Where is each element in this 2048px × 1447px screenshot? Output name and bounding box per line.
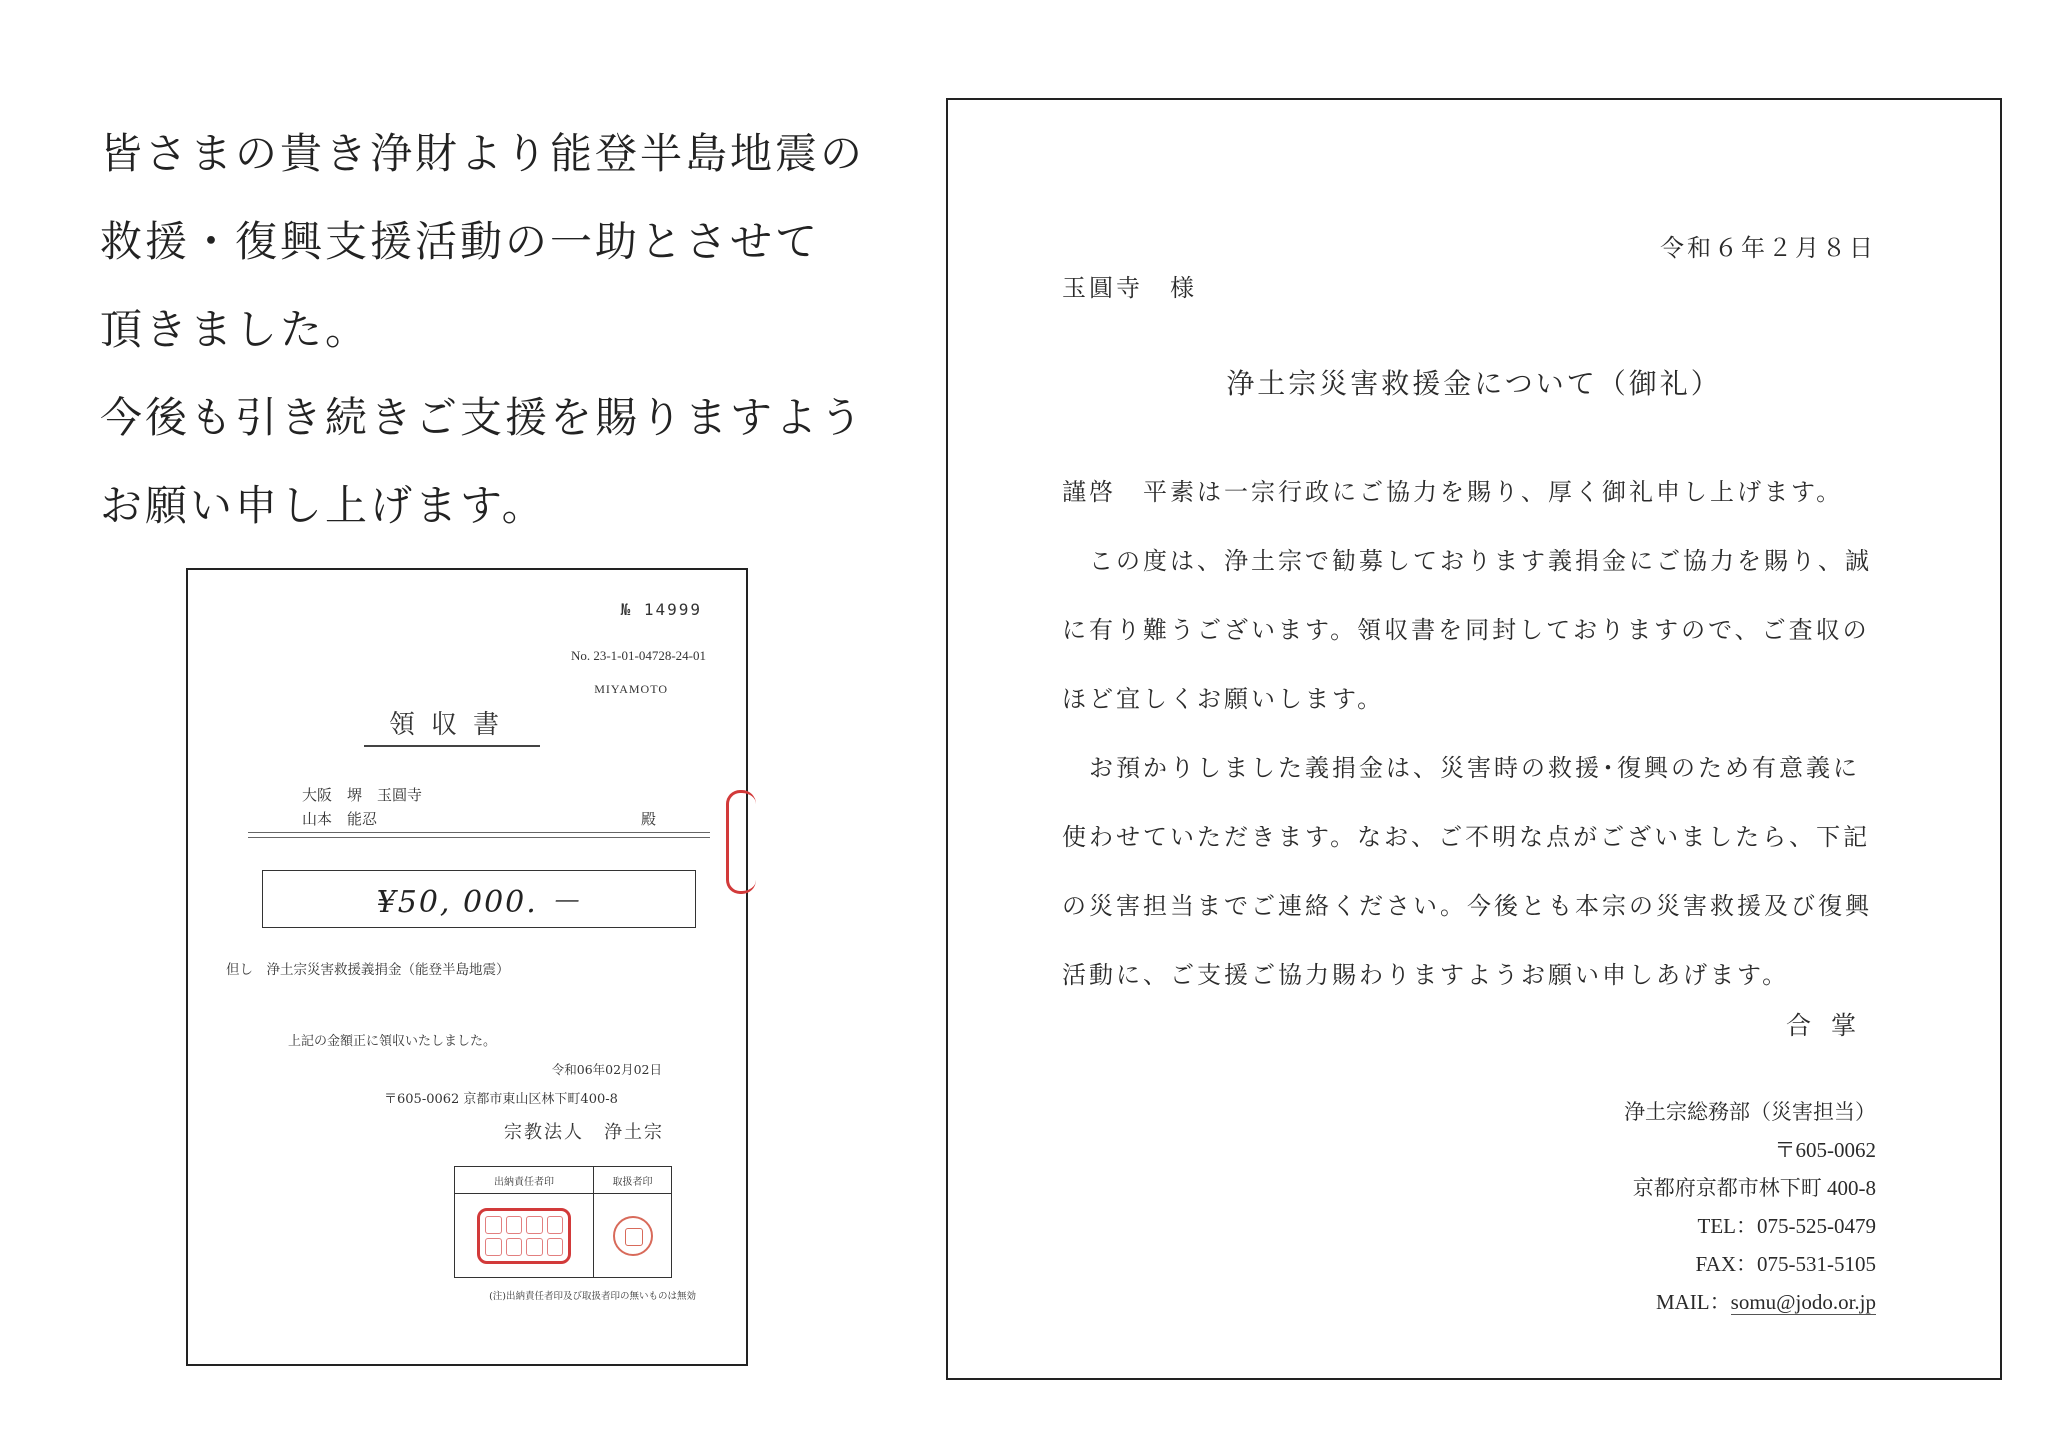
receipt-note: (注)出納責任者印及び取扱者印の無いものは無効 [489,1291,696,1302]
letter-subject: 浄土宗災害救援金について（御礼） [1226,367,1722,400]
seal-header: 取扱者印 [594,1167,671,1194]
divider [248,837,710,838]
seal-header: 出納責任者印 [455,1167,593,1194]
sender-tel: TEL：075-525-0479 [1697,1214,1876,1238]
receipt-amount: ¥50, 000. － [376,885,582,920]
receipt-number: № 14999 [620,600,702,619]
sender-address: 京都府京都市林下町 400-8 [1632,1176,1876,1200]
body-line: 使わせていただきます。なお、ご不明な点がございましたら、下記 [1062,823,1871,851]
receipt-issuer: 宗教法人 浄土宗 [504,1122,664,1143]
receipt-address: 大阪 堺 玉圓寺 [302,786,423,804]
body-line: この度は、浄土宗で勧募しております義捐金にご協力を賜り、誠 [1062,547,1872,575]
handler-seal-icon [613,1216,653,1256]
letter-document [946,98,2002,1380]
message-line: 皆さまの貴き浄財より能登半島地震の [100,129,866,178]
body-line: 謹啓 平素は一宗行政にご協力を賜り、厚く御礼申し上げます。 [1062,478,1844,506]
receipt-confirmation: 上記の金額正に領収いたしました。 [288,1034,497,1049]
body-line: に有り難うございます。領収書を同封しておりますので、ご査収の [1062,616,1870,644]
email-link[interactable]: somu@jodo.or.jp [1730,1290,1876,1314]
seal-table [454,1166,672,1278]
letter-recipient: 玉圓寺 様 [1062,274,1197,302]
treasurer-seal-icon [477,1208,571,1264]
sender-fax: FAX：075-531-5105 [1695,1252,1876,1276]
letter-closing: 合掌 [1785,1011,1876,1040]
mail-label: MAIL： [1655,1290,1731,1314]
receipt-title: 領収書 [364,704,540,747]
receipt-name: 山本 能忍 [302,810,378,828]
message-line: 頂きました。 [100,305,371,354]
receipt-document [186,568,748,1366]
receipt-honorific: 殿 [640,810,656,828]
receipt-reference: No. 23-1-01-04728-24-01 [570,648,706,663]
body-line: 活動に、ご支援ご協力賜わりますようお願い申しあげます。 [1062,961,1790,989]
body-line: お預かりしました義捐金は、災害時の救援･復興のため有意義に [1062,754,1860,782]
receipt-date: 令和06年02月02日 [551,1062,662,1077]
sender-mail [1656,1286,1876,1316]
sender-department: 浄土宗総務部（災害担当） [1624,1100,1876,1124]
divider [248,832,710,833]
amount-box [262,870,696,928]
message-line: お願い申し上げます。 [100,481,547,530]
body-line: の災害担当までご連絡ください。今後とも本宗の災害救援及び復興 [1062,892,1872,920]
letter-body [1062,458,1882,1010]
message-line: 今後も引き続きご支援を賜りますよう [100,393,866,442]
sender-postal: 〒605-0062 [1774,1138,1876,1162]
message-line: 救援・復興支援活動の一助とさせて [100,217,821,266]
receipt-purpose: 但し 浄土宗災害救援義捐金（能登半島地震） [226,962,510,978]
thank-you-message [100,110,880,550]
receipt-staff: MIYAMOTO [594,682,668,696]
body-line: ほど宜しくお願いします。 [1062,685,1385,713]
letter-date: 令和６年２月８日 [1660,234,1876,262]
edge-stamp-icon [726,790,756,894]
receipt-postal-address: 〒605-0062 京都市東山区林下町400-8 [384,1092,618,1107]
